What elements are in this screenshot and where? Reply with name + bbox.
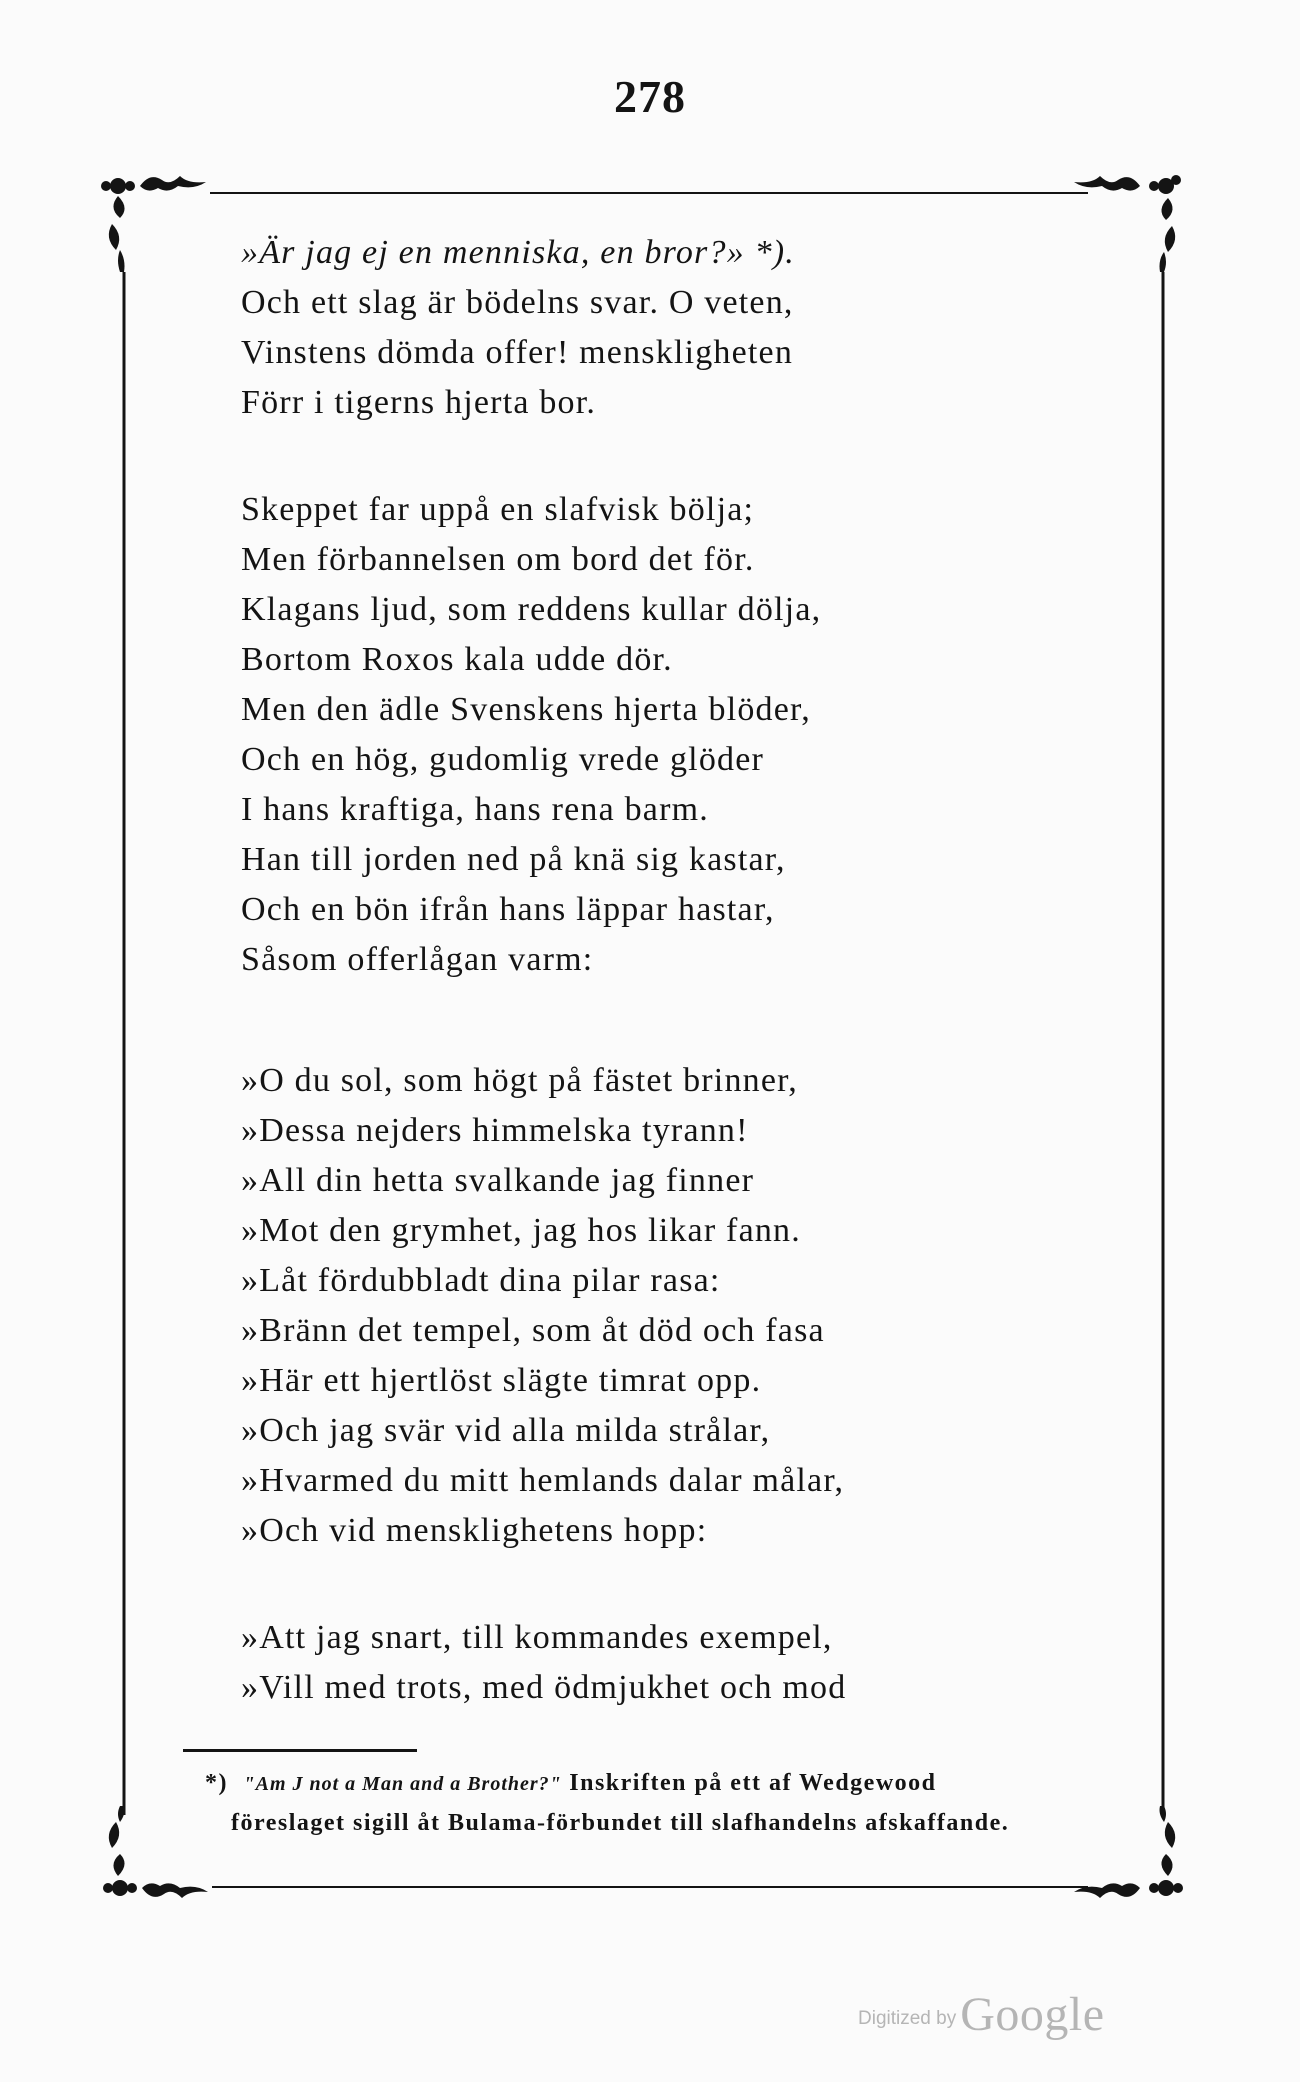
footnote-quote: "Am J not a Man and a Brother?" bbox=[243, 1773, 562, 1795]
poem-line: »Bränn det tempel, som åt död och fasa bbox=[241, 1312, 825, 1349]
footnote-line-2: föreslaget sigill åt Bulama-förbundet till slafhandelns afskaffande. bbox=[231, 1810, 1010, 1836]
corner-ornament-bottom-left bbox=[103, 1806, 208, 1898]
corner-ornament-top-left bbox=[101, 176, 206, 272]
poem-line: »Är jag ej en menniska, en bror?» *). bbox=[241, 234, 796, 271]
footnote-text: Inskriften på ett af Wedgewood bbox=[569, 1770, 937, 1796]
poem-line: »Hvarmed du mitt hemlands dalar målar, bbox=[241, 1462, 845, 1499]
poem-line: »Att jag snart, till kommandes exempel, bbox=[241, 1619, 833, 1656]
footnote-divider bbox=[183, 1749, 417, 1752]
poem-line: »Här ett hjertlöst slägte timrat opp. bbox=[241, 1362, 762, 1399]
poem-line: »Dessa nejders himmelska tyrann! bbox=[241, 1112, 749, 1149]
poem-line: Klagans ljud, som reddens kullar dölja, bbox=[241, 591, 822, 628]
poem-line: Men förbannelsen om bord det för. bbox=[241, 541, 755, 578]
poem-line: »Och jag svär vid alla milda strålar, bbox=[241, 1412, 771, 1449]
poem-line: Och ett slag är bödelns svar. O veten, bbox=[241, 284, 794, 321]
poem-line: Han till jorden ned på knä sig kastar, bbox=[241, 841, 786, 878]
footnote-line-1 bbox=[205, 1770, 1125, 1797]
poem-line: Vinstens dömda offer! menskligheten bbox=[241, 334, 794, 371]
page-number: 278 bbox=[614, 71, 686, 122]
poem-line: I hans kraftiga, hans rena barm. bbox=[241, 791, 709, 828]
google-logo: Google bbox=[960, 1988, 1105, 2041]
google-digitized-watermark bbox=[858, 1987, 1105, 2042]
poem-line: »Vill med trots, med ödmjukhet och mod bbox=[241, 1669, 847, 1706]
poem-line: »All din hetta svalkande jag finner bbox=[241, 1162, 755, 1199]
poem-line: »Och vid mensklighetens hopp: bbox=[241, 1512, 708, 1549]
corner-ornament-top-right bbox=[1074, 175, 1181, 272]
footnote-marker: *) bbox=[205, 1770, 228, 1796]
poem-line: Skeppet far uppå en slafvisk bölja; bbox=[241, 491, 755, 528]
poem-line: Men den ädle Svenskens hjerta blöder, bbox=[241, 691, 811, 728]
poem-line: »Låt fördubbladt dina pilar rasa: bbox=[241, 1262, 721, 1299]
poem-line: Och en bön ifrån hans läppar hastar, bbox=[241, 891, 775, 928]
poem-line: Bortom Roxos kala udde dör. bbox=[241, 641, 673, 678]
poem-line: »Mot den grymhet, jag hos likar fann. bbox=[241, 1212, 801, 1249]
watermark-prefix: Digitized by bbox=[858, 2008, 957, 2029]
poem-line: Förr i tigerns hjerta bor. bbox=[241, 384, 597, 421]
poem-line: Såsom offerlågan varm: bbox=[241, 941, 594, 978]
poem-line: Och en hög, gudomlig vrede glöder bbox=[241, 741, 765, 778]
poem-line: »O du sol, som högt på fästet brinner, bbox=[241, 1062, 798, 1099]
